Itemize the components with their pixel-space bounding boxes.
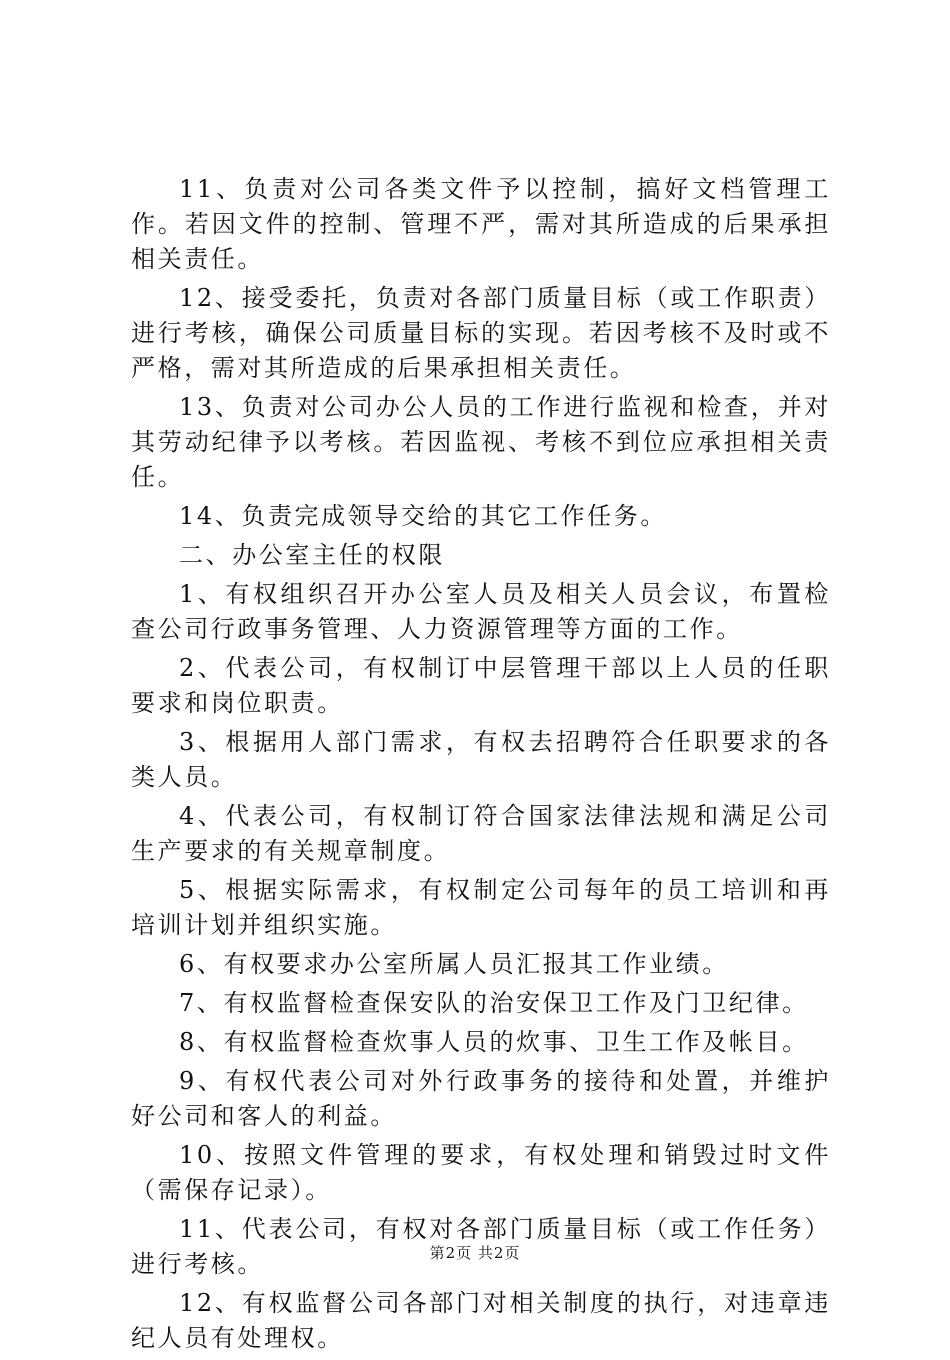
document-body [131, 172, 831, 1360]
paragraph-authority-11: 11、代表公司，有权对各部门质量目标（或工作任务）进行考核。 [131, 1215, 831, 1278]
paragraph-authority-8: 8、有权监督检查炊事人员的炊事、卫生工作及帐目。 [179, 1028, 809, 1056]
paragraph-duty-12: 12、接受委托，负责对各部门质量目标（或工作职责）进行考核，确保公司质量目标的实现。若因考核不及时或不严格，需对其所造成的后果承担相关责任。 [131, 284, 831, 382]
paragraph-authority-3: 3、根据用人部门需求，有权去招聘符合任职要求的各类人员。 [131, 728, 831, 791]
paragraph-authority-4: 4、代表公司，有权制订符合国家法律法规和满足公司生产要求的有关规章制度。 [131, 802, 831, 865]
paragraph-duty-11: 11、负责对公司各类文件予以控制，搞好文档管理工作。若因文件的控制、管理不严，需对其所造成的后果承担相关责任。 [131, 175, 831, 273]
paragraph-duty-14: 14、负责完成领导交给的其它工作任务。 [179, 502, 667, 530]
paragraph-authority-1: 1、有权组织召开办公室人员及相关人员会议，布置检查公司行政事务管理、人力资源管理等方面的工作。 [131, 580, 831, 643]
paragraph-authority-2: 2、代表公司，有权制订中层管理干部以上人员的任职要求和岗位职责。 [131, 654, 831, 717]
section-heading-authority: 二、办公室主任的权限 [179, 541, 445, 569]
paragraph-authority-6: 6、有权要求办公室所属人员汇报其工作业绩。 [179, 950, 729, 978]
paragraph-duty-13: 13、负责对公司办公人员的工作进行监视和检查，并对其劳动纪律予以考核。若因监视、考核不到位应承担相关责任。 [131, 393, 831, 491]
paragraph-authority-5: 5、根据实际需求，有权制定公司每年的员工培训和再培训计划并组织实施。 [131, 876, 831, 939]
paragraph-authority-7: 7、有权监督检查保安队的治安保卫工作及门卫纪律。 [179, 989, 809, 1017]
paragraph-authority-12: 12、有权监督公司各部门对相关制度的执行，对违章违纪人员有处理权。 [131, 1289, 831, 1352]
paragraph-authority-10: 10、按照文件管理的要求，有权处理和销毁过时文件（需保存记录）。 [131, 1141, 831, 1204]
paragraph-authority-9: 9、有权代表公司对外行政事务的接待和处置，并维护好公司和客人的利益。 [131, 1067, 831, 1130]
page-number-footer: 第2页 共2页 [429, 1244, 521, 1262]
